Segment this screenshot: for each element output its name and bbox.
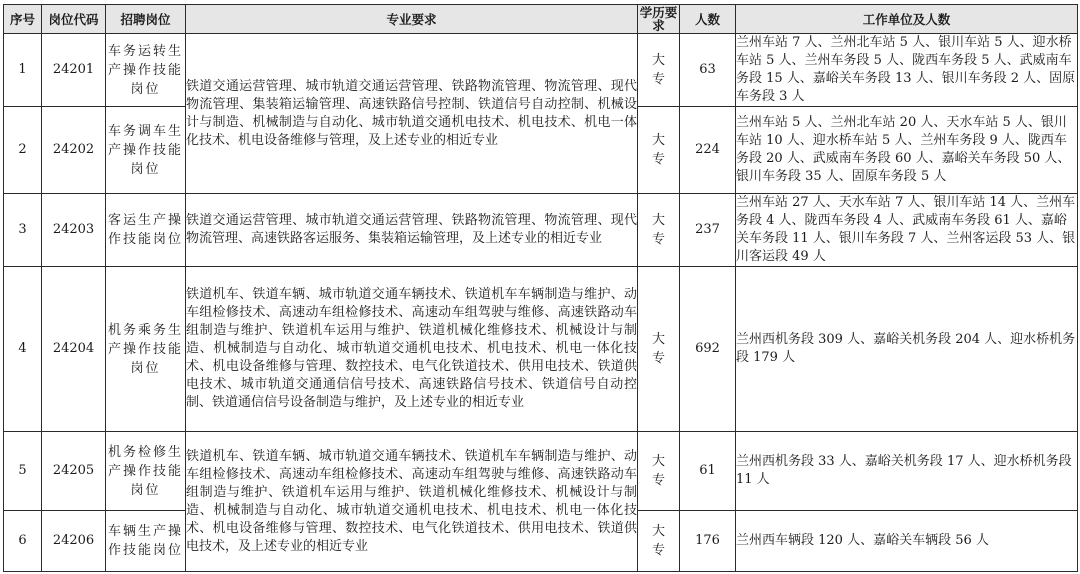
cell-code: 24203 xyxy=(42,194,106,267)
cell-code: 24202 xyxy=(42,107,106,194)
cell-major: 铁道机车、铁道车辆、城市轨道交通车辆技术、铁道机车车辆制造与维护、动车组检修技术、高速动车组检修技术、高速动车组驾驶与维修、高速铁路动车组制造与维护、铁道机车运用与维护、铁道机械化维修技术、机械设计与制造、机械制造与自动化、城市轨道交通机电技术、机电技术、机电一体化技术、机电设备维修与管理、数控技术、电气化铁道技术、供用电技术、铁道供电技术、城市轨道交通通信信号技术、高速铁路信号技术、铁道信号自动控制、铁道通信信号设备制造与维护，及上述专业的相近专业 xyxy=(186,267,638,432)
cell-major: 铁道机车、铁道车辆、城市轨道交通车辆技术、铁道机车车辆制造与维护、动车组检修技术、高速动车组检修技术、高速动车组驾驶与维修、高速铁路动车组制造与维护、铁道机车运用与维护、铁道机械化维修技术、机械设计与制造、机械制造与自动化、城市轨道交通机电技术、机电技术、机电一体化技术、机电设备维修与管理、数控技术、电气化铁道技术、供用电技术、铁道供电技术，及上述专业的相近专业 xyxy=(186,432,638,572)
cell-seq: 6 xyxy=(4,511,42,572)
cell-position: 车务调车生产操作技能岗位 xyxy=(106,107,186,194)
cell-count: 61 xyxy=(680,432,736,511)
cell-count: 237 xyxy=(680,194,736,267)
cell-position: 机务乘务生产操作技能岗位 xyxy=(106,267,186,432)
cell-education: 大专 xyxy=(638,267,680,432)
cell-units: 兰州车站 7 人、兰州北车站 5 人、银川车站 5 人、迎水桥车站 5 人、兰州车务段 5 人、陇西车务段 5 人、武威南车务段 15 人、嘉峪关车务段 13 人、银川车务段 2 人、固原车务段 3 人 xyxy=(736,34,1078,107)
header-seq: 序号 xyxy=(4,5,42,34)
header-major: 专业要求 xyxy=(186,5,638,34)
recruitment-table xyxy=(3,4,1078,572)
cell-units: 兰州西机务段 33 人、嘉峪关机务段 17 人、迎水桥机务段 11 人 xyxy=(736,432,1078,511)
cell-count: 176 xyxy=(680,511,736,572)
table-row xyxy=(4,432,1078,511)
cell-education: 大专 xyxy=(638,511,680,572)
cell-code: 24204 xyxy=(42,267,106,432)
cell-major: 铁道交通运营管理、城市轨道交通运营管理、铁路物流管理、物流管理、现代物流管理、集装箱运输管理、高速铁路信号控制、铁道信号自动控制、机械设计与制造、机械制造与自动化、城市轨道交通机电技术、机电技术、机电一体化技术、机电设备维修与管理，及上述专业的相近专业 xyxy=(186,34,638,194)
cell-position: 机务检修生产操作技能岗位 xyxy=(106,432,186,511)
header-units: 工作单位及人数 xyxy=(736,5,1078,34)
cell-count: 224 xyxy=(680,107,736,194)
cell-seq: 3 xyxy=(4,194,42,267)
header-position: 招聘岗位 xyxy=(106,5,186,34)
header-education: 学历要求 xyxy=(638,5,680,34)
table-row xyxy=(4,194,1078,267)
cell-position: 车辆生产操作技能岗位 xyxy=(106,511,186,572)
header-count: 人数 xyxy=(680,5,736,34)
header-code: 岗位代码 xyxy=(42,5,106,34)
cell-units: 兰州车站 27 人、天水车站 7 人、银川车站 14 人、兰州车务段 4 人、陇西车务段 4 人、武威南车务段 61 人、嘉峪关车务段 11 人、银川车务段 7 人、兰州客运段 53 人、银川客运段 49 人 xyxy=(736,194,1078,267)
cell-major: 铁道交通运营管理、城市轨道交通运营管理、铁路物流管理、物流管理、现代物流管理、高速铁路客运服务、集装箱运输管理，及上述专业的相近专业 xyxy=(186,194,638,267)
cell-education: 大专 xyxy=(638,34,680,107)
cell-code: 24206 xyxy=(42,511,106,572)
cell-units: 兰州西机务段 309 人、嘉峪关机务段 204 人、迎水桥机务段 179 人 xyxy=(736,267,1078,432)
cell-seq: 1 xyxy=(4,34,42,107)
cell-count: 63 xyxy=(680,34,736,107)
cell-position: 客运生产操作技能岗位 xyxy=(106,194,186,267)
header-row xyxy=(4,5,1078,34)
cell-seq: 5 xyxy=(4,432,42,511)
cell-position: 车务运转生产操作技能岗位 xyxy=(106,34,186,107)
cell-education: 大专 xyxy=(638,107,680,194)
cell-seq: 4 xyxy=(4,267,42,432)
cell-code: 24201 xyxy=(42,34,106,107)
table-row xyxy=(4,34,1078,107)
table-row xyxy=(4,267,1078,432)
cell-education: 大专 xyxy=(638,432,680,511)
cell-units: 兰州西车辆段 120 人、嘉峪关车辆段 56 人 xyxy=(736,511,1078,572)
cell-units: 兰州车站 5 人、兰州北车站 20 人、天水车站 5 人、银川车站 10 人、迎水桥车站 5 人、兰州车务段 9 人、陇西车务段 20 人、武威南车务段 60 人、嘉峪关车务段 50 人、银川车务段 35 人、固原车务段 5 人 xyxy=(736,107,1078,194)
cell-education: 大专 xyxy=(638,194,680,267)
cell-seq: 2 xyxy=(4,107,42,194)
cell-code: 24205 xyxy=(42,432,106,511)
cell-count: 692 xyxy=(680,267,736,432)
